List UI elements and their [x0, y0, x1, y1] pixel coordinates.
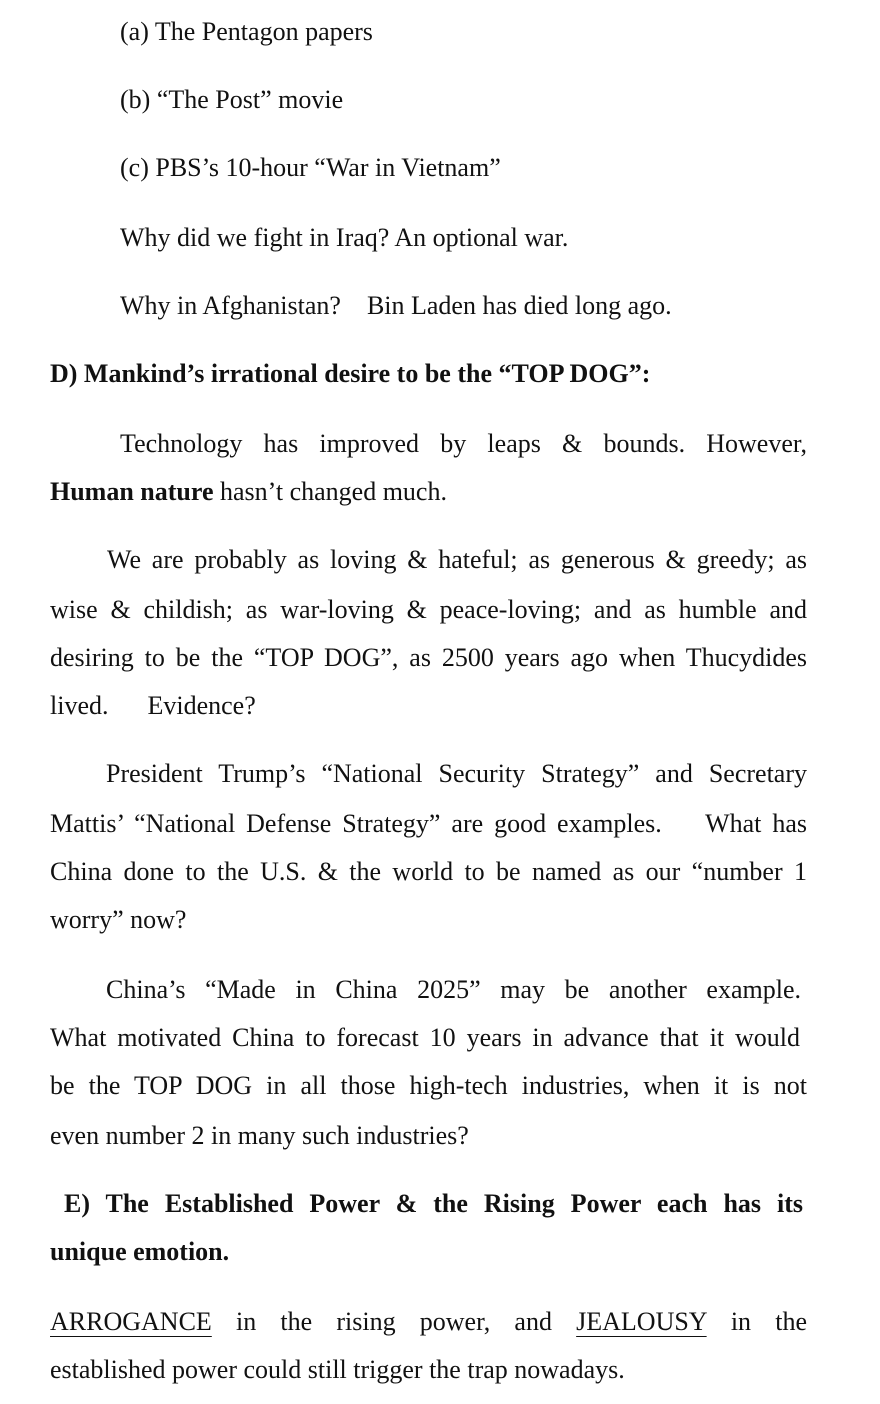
section-d-p2-line1: We are probably as loving & hateful; as generous & greedy; as [107, 545, 807, 574]
human-nature-term: Human nature [50, 477, 214, 506]
section-d-heading: D) Mankind’s irrational desire to be the “TOP DOG”: [50, 359, 651, 388]
section-d-p2-line2: wise & childish; as war-loving & peace-loving; and as humble and [50, 595, 807, 624]
question-iraq: Why did we fight in Iraq? An optional war. [120, 223, 569, 252]
list-item-c: (c) PBS’s 10-hour “War in Vietnam” [120, 153, 501, 182]
jealousy-term: JEALOUSY [576, 1307, 707, 1336]
section-d-p2-line3: desiring to be the “TOP DOG”, as 2500 years ago when Thucydides [50, 643, 807, 672]
question-afghanistan: Why in Afghanistan? Bin Laden has died long ago. [120, 291, 672, 320]
section-d-p1-line1: Technology has improved by leaps & bounds. However, [120, 429, 807, 458]
section-d-p3-line3: China done to the U.S. & the world to be named as our “number 1 [50, 857, 807, 886]
section-e-mid-text: in the rising power, and [211, 1307, 577, 1336]
section-d-p2-line4: lived. Evidence? [50, 691, 256, 720]
arrogance-term: ARROGANCE [50, 1307, 212, 1336]
section-e-heading-line2: unique emotion. [50, 1237, 230, 1266]
section-e-tail-text: in the [706, 1307, 807, 1336]
section-d-p3-line2: Mattis’ “National Defense Strategy” are good examples. What has [50, 809, 807, 838]
section-e-body-line2: established power could still trigger the trap nowadays. [50, 1355, 625, 1384]
section-d-p4-line3: be the TOP DOG in all those high-tech industries, when it is not [50, 1071, 807, 1100]
section-e-heading-line1: E) The Established Power & the Rising Power each has its [64, 1189, 803, 1218]
section-d-p3-line4: worry” now? [50, 905, 187, 934]
section-d-p1-rest: hasn’t changed much. [213, 477, 447, 506]
list-item-b: (b) “The Post” movie [120, 85, 344, 114]
section-d-p4-line2: What motivated China to forecast 10 years in advance that it would [50, 1023, 800, 1052]
section-d-p1-line2 [50, 477, 447, 507]
list-item-a: (a) The Pentagon papers [120, 17, 373, 46]
section-d-p4-line4: even number 2 in many such industries? [50, 1121, 469, 1150]
section-d-p4-line1: China’s “Made in China 2025” may be another example. [106, 975, 801, 1004]
section-e-body-line1 [50, 1307, 807, 1337]
section-d-p3-line1: President Trump’s “National Security Strategy” and Secretary [106, 759, 807, 788]
